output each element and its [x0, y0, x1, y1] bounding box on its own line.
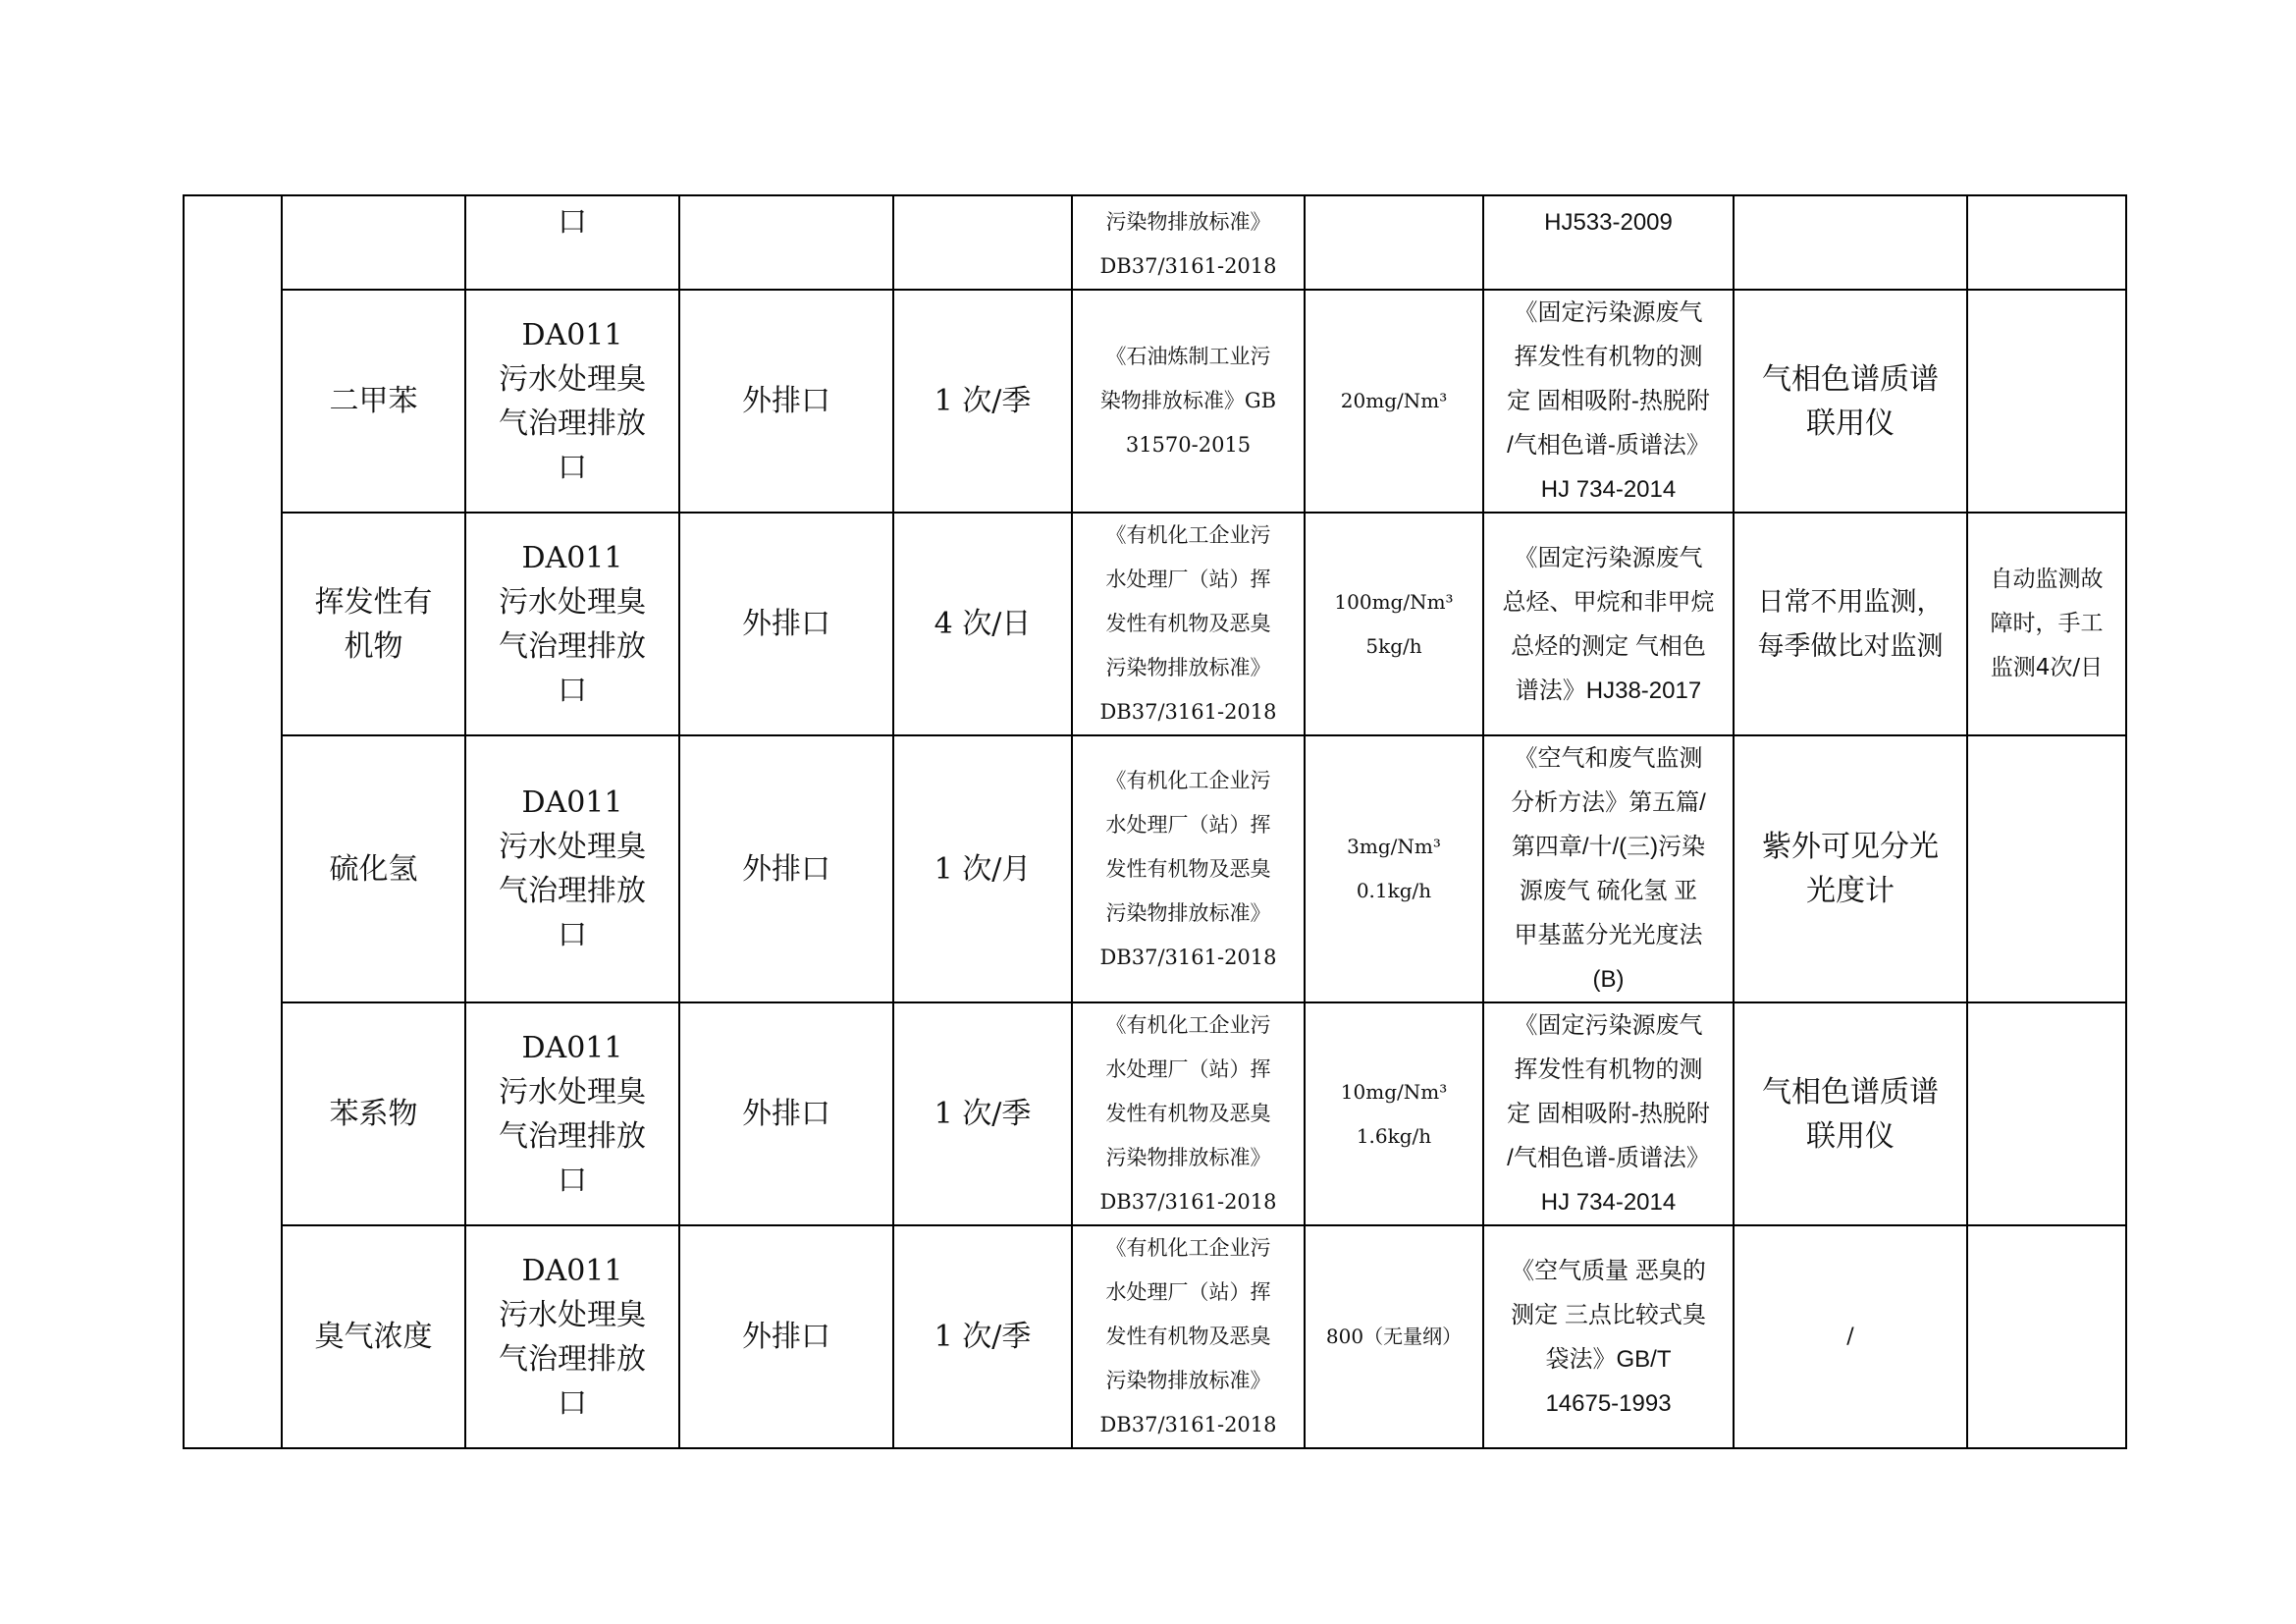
- instrument-cell: 气相色谱质谱 联用仪: [1734, 290, 1967, 513]
- note-cell: [1967, 195, 2126, 290]
- note-cell: [1967, 1002, 2126, 1225]
- standard-cell: 《石油炼制工业污 染物排放标准》GB 31570-2015: [1072, 290, 1305, 513]
- instrument-cell: 紫外可见分光 光度计: [1734, 735, 1967, 1002]
- table-row-continuation: [184, 195, 2126, 290]
- limit-cell: 3mg/Nm³ 0.1kg/h: [1305, 735, 1483, 1002]
- outlet-cell: DA011 污水处理臭 气治理排放 口: [465, 513, 679, 735]
- outlet-cell: DA011 污水处理臭 气治理排放 口: [465, 1002, 679, 1225]
- frequency-cell: 4 次/日: [893, 513, 1072, 735]
- merged-category-cell: [184, 195, 282, 1448]
- standard-cell: 《有机化工企业污 水处理厂（站）挥 发性有机物及恶臭 污染物排放标准》 DB37/3161-2018: [1072, 1002, 1305, 1225]
- pollutant-cell: 苯系物: [282, 1002, 465, 1225]
- frequency-cell: 1 次/季: [893, 290, 1072, 513]
- outlet-cell: DA011 污水处理臭 气治理排放 口: [465, 735, 679, 1002]
- outlet-cell: 口: [465, 195, 679, 290]
- outlet-cell: DA011 污水处理臭 气治理排放 口: [465, 1225, 679, 1448]
- limit-cell: 800（无量纲）: [1305, 1225, 1483, 1448]
- standard-cell: 《有机化工企业污 水处理厂（站）挥 发性有机物及恶臭 污染物排放标准》 DB37/3161-2018: [1072, 1225, 1305, 1448]
- instrument-cell: /: [1734, 1225, 1967, 1448]
- instrument-cell: 日常不用监测， 每季做比对监测: [1734, 513, 1967, 735]
- outlet-type-cell: 外排口: [679, 735, 893, 1002]
- table-row: [184, 290, 2126, 513]
- frequency-cell: 1 次/月: [893, 735, 1072, 1002]
- table-row: [184, 513, 2126, 735]
- standard-cell: 《有机化工企业污 水处理厂（站）挥 发性有机物及恶臭 污染物排放标准》 DB37/3161-2018: [1072, 735, 1305, 1002]
- outlet-cell: DA011 污水处理臭 气治理排放 口: [465, 290, 679, 513]
- outlet-type-cell: [679, 195, 893, 290]
- frequency-cell: [893, 195, 1072, 290]
- outlet-type-cell: 外排口: [679, 1002, 893, 1225]
- pollutant-cell: 硫化氢: [282, 735, 465, 1002]
- pollutant-cell: 二甲苯: [282, 290, 465, 513]
- frequency-cell: 1 次/季: [893, 1225, 1072, 1448]
- frequency-cell: 1 次/季: [893, 1002, 1072, 1225]
- standard-cell: 《有机化工企业污 水处理厂（站）挥 发性有机物及恶臭 污染物排放标准》 DB37/3161-2018: [1072, 513, 1305, 735]
- instrument-cell: [1734, 195, 1967, 290]
- method-cell: 《空气质量 恶臭的 测定 三点比较式臭 袋法》GB/T 14675-1993: [1483, 1225, 1734, 1448]
- pollutant-cell: 臭气浓度: [282, 1225, 465, 1448]
- pollutant-cell: 挥发性有 机物: [282, 513, 465, 735]
- note-cell: [1967, 735, 2126, 1002]
- note-cell: [1967, 1225, 2126, 1448]
- monitoring-table: [183, 194, 2127, 1449]
- method-cell: 《固定污染源废气 挥发性有机物的测 定 固相吸附-热脱附 /气相色谱-质谱法》 HJ 734-2014: [1483, 1002, 1734, 1225]
- limit-cell: [1305, 195, 1483, 290]
- method-cell: 《固定污染源废气 挥发性有机物的测 定 固相吸附-热脱附 /气相色谱-质谱法》 HJ 734-2014: [1483, 290, 1734, 513]
- method-cell: 《空气和废气监测 分析方法》第五篇/ 第四章/十/(三)污染 源废气 硫化氢 亚 甲基蓝分光光度法 (B): [1483, 735, 1734, 1002]
- instrument-cell: 气相色谱质谱 联用仪: [1734, 1002, 1967, 1225]
- standard-cell: 污染物排放标准》 DB37/3161-2018: [1072, 195, 1305, 290]
- outlet-type-cell: 外排口: [679, 1225, 893, 1448]
- note-cell: [1967, 290, 2126, 513]
- pollutant-cell: [282, 195, 465, 290]
- note-cell: 自动监测故 障时，手工 监测4次/日: [1967, 513, 2126, 735]
- table-row: [184, 1002, 2126, 1225]
- outlet-type-cell: 外排口: [679, 290, 893, 513]
- limit-cell: 10mg/Nm³ 1.6kg/h: [1305, 1002, 1483, 1225]
- limit-cell: 100mg/Nm³ 5kg/h: [1305, 513, 1483, 735]
- table-row: [184, 735, 2126, 1002]
- method-cell: 《固定污染源废气 总烃、甲烷和非甲烷 总烃的测定 气相色 谱法》HJ38-2017: [1483, 513, 1734, 735]
- outlet-type-cell: 外排口: [679, 513, 893, 735]
- limit-cell: 20mg/Nm³: [1305, 290, 1483, 513]
- table-row: [184, 1225, 2126, 1448]
- method-cell: HJ533-2009: [1483, 195, 1734, 290]
